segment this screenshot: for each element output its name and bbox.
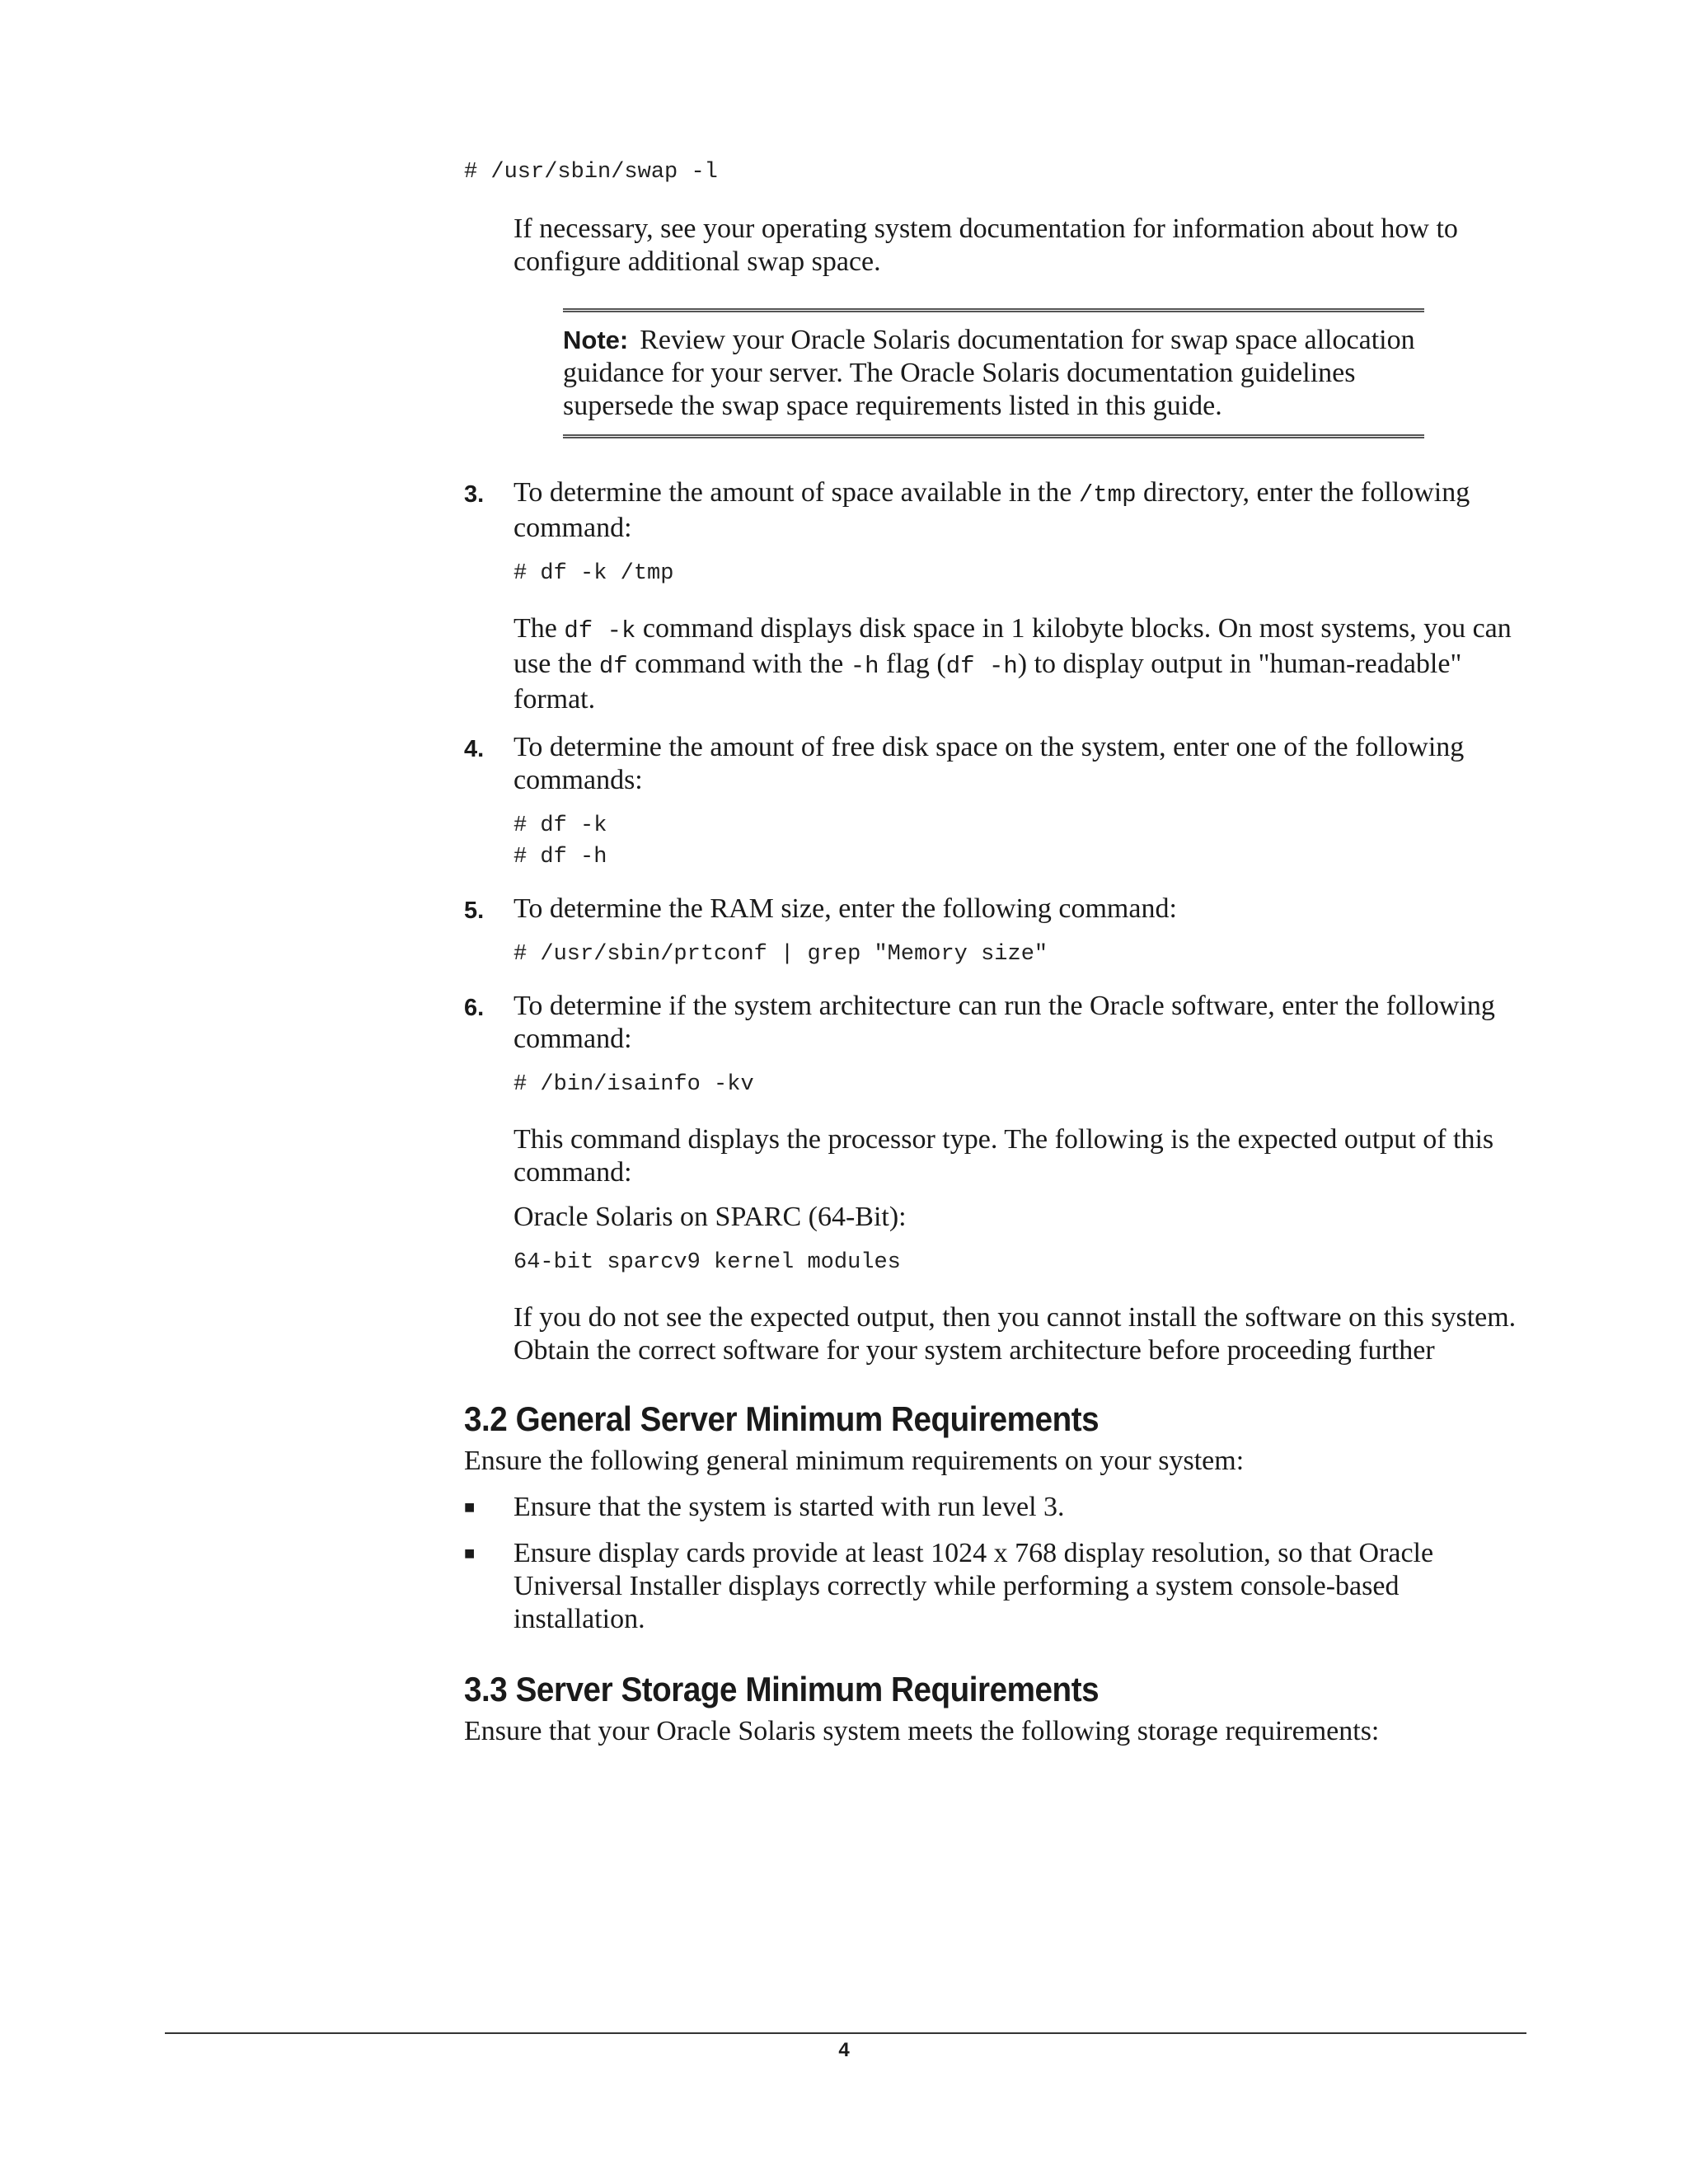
page-number: 4 [838, 2039, 850, 2061]
page-content [464, 157, 1527, 1748]
bullet-icon: ■ [464, 1543, 476, 1563]
step-number: 5. [464, 898, 485, 924]
note-label: Note: [563, 326, 629, 354]
step-number: 6. [464, 995, 485, 1021]
step-warning: If you do not see the expected output, then you cannot install the software on this system. Obtain the correct software for your system architecture before proceeding further [513, 1302, 1517, 1366]
step-number: 3. [464, 481, 485, 508]
step-5 [464, 893, 1527, 970]
section-heading-3-3: 3.3 Server Storage Minimum Requirements [464, 1670, 1100, 1708]
list-item-text: Ensure display cards provide at least 1024 x 768 display resolution, so that Oracle Universal Installer displays correctly while performing a system console-based installation. [513, 1538, 1434, 1634]
step-text: To determine the amount of space available in the /tmp directory, enter the following command: [513, 477, 1470, 543]
step-text: To determine the RAM size, enter the following command: [513, 893, 1177, 924]
step-text: To determine the amount of free disk space on the system, enter one of the following commands: [513, 732, 1465, 795]
section-intro: Ensure the following general minimum requirements on your system: [464, 1446, 1245, 1476]
list-item [464, 1537, 1527, 1636]
section-heading-3-2: 3.2 General Server Minimum Requirements [464, 1399, 1100, 1438]
step-explanation: The df -k command displays disk space in 1 kilobyte blocks. On most systems, you can use the df command with the -h flag (df -h) to display output in "human-readable" format. [513, 613, 1512, 715]
step-text: To determine if the system architecture can run the Oracle software, enter the following command: [513, 991, 1495, 1054]
step-command: # /usr/sbin/prtconf | grep "Memory size" [513, 942, 1048, 967]
step-6 [464, 990, 1527, 1367]
step-explanation: This command displays the processor type. The following is the expected output of this command: [513, 1124, 1494, 1188]
note-text: Review your Oracle Solaris documentation for swap space allocation guidance for your server. The Oracle Solaris documentation guidelines supersede the swap space requirements listed in this guide. [563, 325, 1415, 421]
list-item-text: Ensure that the system is started with run level 3. [513, 1492, 1065, 1522]
step-number: 4. [464, 736, 485, 762]
expected-output: 64-bit sparcv9 kernel modules [513, 1250, 901, 1275]
platform-label: Oracle Solaris on SPARC (64-Bit): [513, 1202, 907, 1232]
note-box [563, 308, 1424, 438]
step-command: # df -k /tmp [513, 561, 674, 586]
step-4 [464, 731, 1527, 873]
step-command: # /bin/isainfo -kv [513, 1072, 754, 1097]
swap-info-paragraph: If necessary, see your operating system documentation for information about how to configure additional swap space. [513, 213, 1458, 277]
swap-command: # /usr/sbin/swap -l [464, 160, 718, 185]
list-item [464, 1491, 1527, 1524]
step-3 [464, 476, 1527, 716]
bullet-icon: ■ [464, 1497, 476, 1517]
section-intro: Ensure that your Oracle Solaris system meets the following storage requirements: [464, 1716, 1380, 1746]
step-command: # df -k # df -h [513, 813, 607, 869]
footer-divider [165, 2032, 1526, 2034]
